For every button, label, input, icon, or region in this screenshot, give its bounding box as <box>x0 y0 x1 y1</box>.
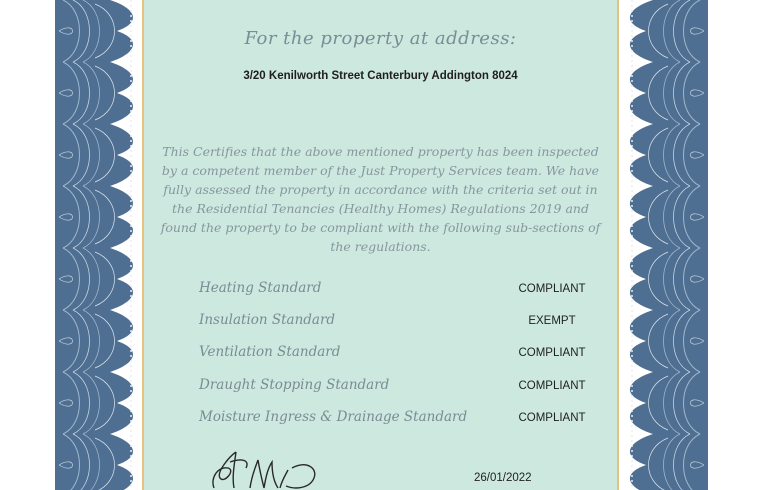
standard-label: Heating Standard <box>199 280 322 296</box>
certificate-panel <box>142 0 619 490</box>
standard-label: Insulation Standard <box>199 312 336 328</box>
standard-label: Moisture Ingress & Drainage Standard <box>199 409 468 425</box>
standard-label: Ventilation Standard <box>199 344 341 360</box>
standard-row <box>144 280 617 300</box>
standard-status: COMPLIANT <box>518 380 586 392</box>
signature-image <box>206 448 326 490</box>
decorative-border-right <box>618 0 708 490</box>
decorative-border-left <box>55 0 145 490</box>
certificate-date: 26/01/2022 <box>474 472 532 484</box>
standard-status: COMPLIANT <box>518 283 586 295</box>
standard-status: COMPLIANT <box>518 412 586 424</box>
certification-statement: This Certifies that the above mentioned property has been inspected by a competent member of the Just Property Services team. We have fully assessed the property in accordance with the criteria set out in the Residential Tenancies (Healthy Homes) Regulations 2019 and found the property to be compliant with the following sub-sections of the regulations. <box>160 144 601 254</box>
standard-status: EXEMPT <box>528 315 576 327</box>
standard-row <box>144 312 617 332</box>
standard-row <box>144 377 617 397</box>
property-address: 3/20 Kenilworth Street Canterbury Addington 8024 <box>243 70 518 82</box>
standard-status: COMPLIANT <box>518 347 586 359</box>
standard-row <box>144 409 617 429</box>
standard-label: Draught Stopping Standard <box>199 377 390 393</box>
address-heading: For the property at address: <box>244 28 517 49</box>
standard-row <box>144 344 617 364</box>
